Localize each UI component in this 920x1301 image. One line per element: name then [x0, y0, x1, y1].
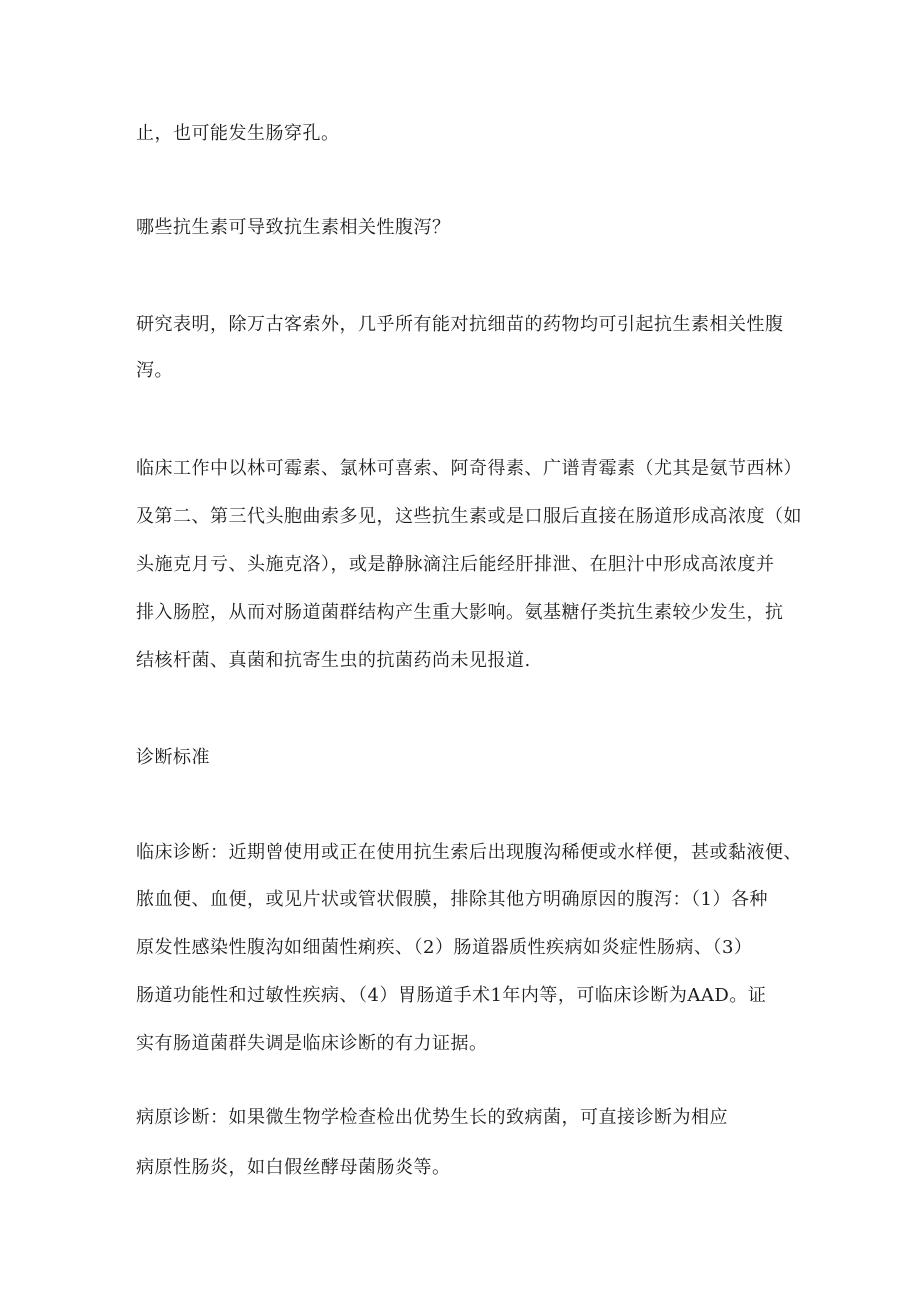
section-heading: 诊断标准	[136, 747, 210, 768]
paragraph-line: 排入肠腔，从而对肠道菌群结构产生重大影响。氨基糖仔类抗生素较少发生，抗	[136, 602, 784, 623]
paragraph-line: 及第二、第三代头胞曲索多见，这些抗生素或是口服后直接在肠道形成高浓度（如	[136, 506, 802, 527]
paragraph-line: 头施克月亏、头施克洛），或是静脉滴注后能经肝排泄、在胆汁中形成高浓度并	[136, 554, 775, 575]
paragraph-line: 实有肠道菌群失调是临床诊断的有力证据。	[136, 1033, 488, 1054]
paragraph-line: 原发性感染性腹沟如细菌性痢疾、（2）肠道器质性疾病如炎症性肠病、（3）	[136, 937, 753, 958]
paragraph-line: 泻。	[136, 360, 173, 381]
paragraph-line: 临床诊断：近期曾使用或正在使用抗生索后出现腹沟稀便或水样便，甚或黏液便、	[136, 842, 802, 863]
paragraph-line: 肠道功能性和过敏性疾病、（4）胃肠道手术1年内等，可临床诊断为AAD。证	[136, 985, 767, 1006]
paragraph-line: 结核杆菌、真菌和抗寄生虫的抗菌药尚未见报道.	[136, 650, 531, 671]
paragraph-line: 脓血便、血便，或见片状或管状假膜，排除其他方明确原因的腹泻：（1）各种	[136, 889, 768, 910]
paragraph-line: 病原性肠炎，如白假丝酵母菌肠炎等。	[136, 1157, 451, 1178]
paragraph-line: 病原诊断：如果微生物学检查检出优势生长的致病菌，可直接诊断为相应	[136, 1107, 728, 1128]
paragraph-line: 临床工作中以林可霉素、氯林可喜索、阿奇得素、广谱青霉素（尤其是氨节西林）	[136, 458, 802, 479]
paragraph-line: 研究表明，除万古客索外，几乎所有能对抗细苗的药物均可引起抗生素相关性腹	[136, 314, 784, 335]
section-question: 哪些抗生素可导致抗生素相关性腹泻？	[136, 217, 451, 238]
paragraph-line: 止，也可能发生肠穿孔。	[136, 123, 340, 144]
